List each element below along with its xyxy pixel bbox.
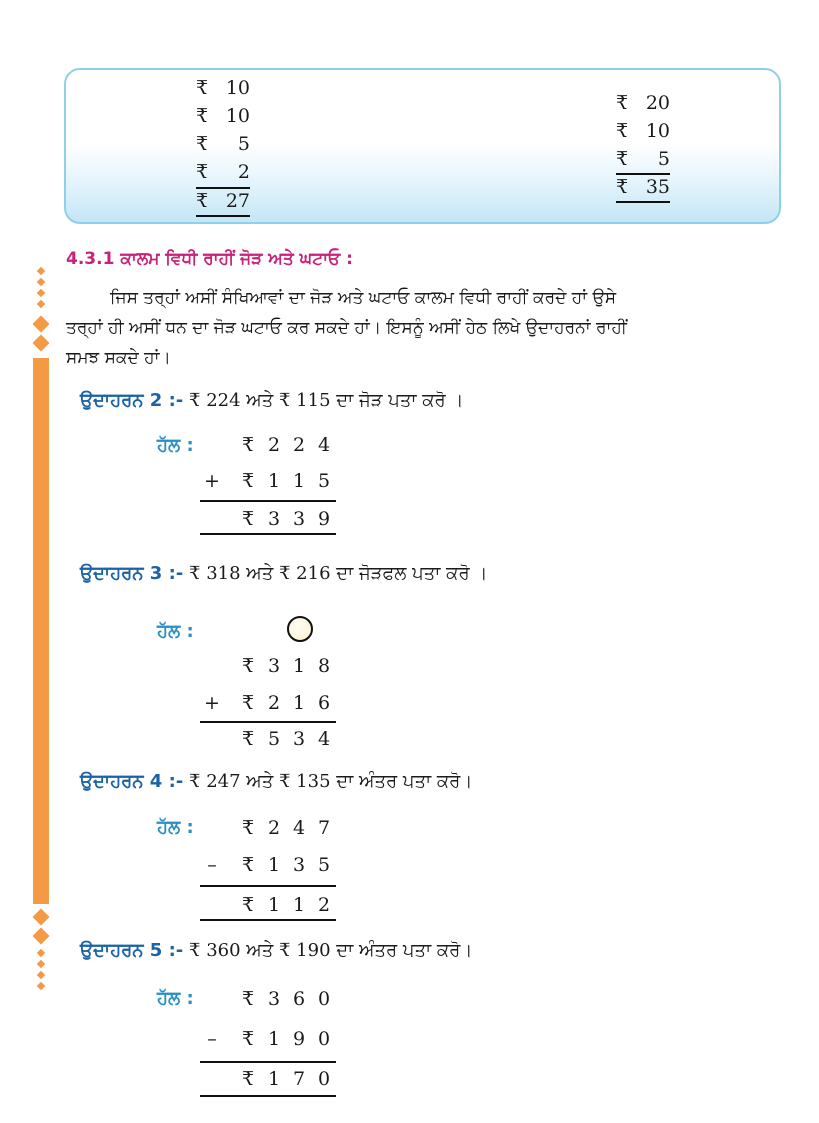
sum-line [200,500,336,502]
result-digit: 1 [267,1068,281,1090]
decor-dot [37,300,45,308]
example-label: ਉਦਾਹਰਨ 5 :- [80,940,184,961]
solution-label: ਹੱਲ : [157,435,194,456]
left-money-row: ₹ 10 [196,77,250,99]
result-digit: 2 [317,894,331,916]
digit: 6 [292,988,306,1010]
rupee-symbol: ₹ [241,1068,255,1090]
decor-dot [37,982,45,990]
example-label: ਉਦਾਹਰਨ 3 :- [80,563,184,584]
example-label: ਉਦਾਹਰਨ 2 :- [80,390,184,411]
rupee-symbol: ₹ [241,508,255,530]
result-digit: 1 [267,894,281,916]
rupee-symbol: ₹ [241,470,255,492]
column-calculation [200,988,336,1098]
decor-dot [37,267,45,275]
decor-diamond [33,335,50,352]
result-digit: 9 [317,508,331,530]
paragraph-line: ਤਰ੍ਹਾਂ ਹੀ ਅਸੀਂ ਧਨ ਦਾ ਜੋੜ ਘਟਾਓ ਕਰ ਸਕਦੇ ਹਾਂ। ਇਸਨੂੰ ਅਸੀਂ ਹੇਠ ਲਿਖੇ ਉਦਾਹਰਨਾਂ ਰਾਹੀਂ [66,318,627,338]
right-money-row: ₹ 10 [616,120,670,142]
digit: 5 [317,470,331,492]
digit: 0 [317,1028,331,1050]
example-problem: ₹ 247 ਅਤੇ ₹ 135 ਦਾ ਅੰਤਰ ਪਤਾ ਕਰੋ। [189,771,473,792]
digit: 9 [292,1028,306,1050]
operator: – [207,1028,217,1050]
digit: 4 [292,817,306,839]
result-digit: 7 [292,1068,306,1090]
result-digit: 3 [267,508,281,530]
decor-dot [37,971,45,979]
column-calculation [200,655,336,755]
digit: 3 [267,655,281,677]
total-underline [196,215,250,217]
digit: 4 [317,434,331,456]
digit: 1 [267,854,281,876]
sum-line [200,721,336,723]
solution-label: ਹੱਲ : [157,621,194,642]
digit: 2 [292,434,306,456]
rupee-symbol: ₹ [241,854,255,876]
decor-dot [37,278,45,286]
solution-label: ਹੱਲ : [157,817,194,838]
left-money-total: ₹ 27 [196,190,250,212]
left-money-row: ₹ 5 [196,133,250,155]
digit: 3 [267,988,281,1010]
digit: 2 [267,817,281,839]
result-underline [200,533,336,535]
right-money-total: ₹ 35 [616,176,670,198]
digit: 1 [267,1028,281,1050]
left-money-row: ₹ 10 [196,105,250,127]
decor-diamond [33,928,50,945]
column-calculation [200,434,336,534]
example-problem: ₹ 318 ਅਤੇ ₹ 216 ਦਾ ਜੋੜਫਲ ਪਤਾ ਕਰੋ । [189,563,488,584]
digit: 2 [267,692,281,714]
rupee-symbol: ₹ [241,894,255,916]
rupee-symbol: ₹ [241,655,255,677]
solution-label: ਹੱਲ : [157,988,194,1009]
digit: 1 [292,692,306,714]
result-digit: 3 [292,508,306,530]
digit: 1 [267,470,281,492]
digit: 2 [267,434,281,456]
paragraph-line: ਸਮਝ ਸਕਦੇ ਹਾਂ। [66,348,171,368]
sum-line [200,885,336,887]
digit: 3 [292,854,306,876]
left-money-row: ₹ 2 [196,161,250,183]
result-digit: 4 [317,728,331,750]
example-problem: ₹ 360 ਅਤੇ ₹ 190 ਦਾ ਅੰਤਰ ਪਤਾ ਕਰੋ। [189,940,473,961]
section-heading: 4.3.1 ਕਾਲਮ ਵਿਧੀ ਰਾਹੀਂ ਜੋੜ ਅਤੇ ਘਟਾਓ : [66,249,353,269]
decor-dot [37,949,45,957]
rupee-symbol: ₹ [241,817,255,839]
right-money-row: ₹ 5 [616,148,670,170]
operator: – [207,854,217,876]
result-digit: 3 [292,728,306,750]
result-underline [200,919,336,921]
decor-dot [37,960,45,968]
decor-diamond [33,316,50,333]
paragraph-line: ਜਿਸ ਤਰ੍ਹਾਂ ਅਸੀਂ ਸੰਖਿਆਵਾਂ ਦਾ ਜੋੜ ਅਤੇ ਘਟਾਓ ਕਾਲਮ ਵਿਧੀ ਰਾਹੀਂ ਕਰਦੇ ਹਾਂ ਉਸੇ [110,288,617,308]
digit: 0 [317,988,331,1010]
decor-diamond [33,909,50,926]
example-label: ਉਦਾਹਰਨ 4 :- [80,771,184,792]
example-statement [80,390,464,411]
example-statement [80,563,487,584]
example-problem: ₹ 224 ਅਤੇ ₹ 115 ਦਾ ਜੋੜ ਪਤਾ ਕਰੋ । [189,390,464,411]
digit: 1 [292,655,306,677]
result-digit: 0 [317,1068,331,1090]
example-statement [80,940,472,961]
column-calculation [200,817,336,921]
money-sum-box [64,68,781,224]
digit: 8 [317,655,331,677]
operator: + [204,692,220,714]
result-digit: 5 [267,728,281,750]
rupee-symbol: ₹ [241,1028,255,1050]
highlight-circle [287,616,313,642]
result-underline [200,1095,336,1097]
total-underline [616,201,670,203]
digit: 7 [317,817,331,839]
digit: 1 [292,470,306,492]
rupee-symbol: ₹ [241,728,255,750]
rupee-symbol: ₹ [241,692,255,714]
rupee-symbol: ₹ [241,434,255,456]
right-money-row: ₹ 20 [616,92,670,114]
sum-line [200,1061,336,1063]
rupee-symbol: ₹ [241,988,255,1010]
result-digit: 1 [292,894,306,916]
side-bar-decoration [33,358,49,904]
digit: 5 [317,854,331,876]
digit: 6 [317,692,331,714]
operator: + [204,470,220,492]
example-statement [80,771,472,792]
decor-dot [37,289,45,297]
